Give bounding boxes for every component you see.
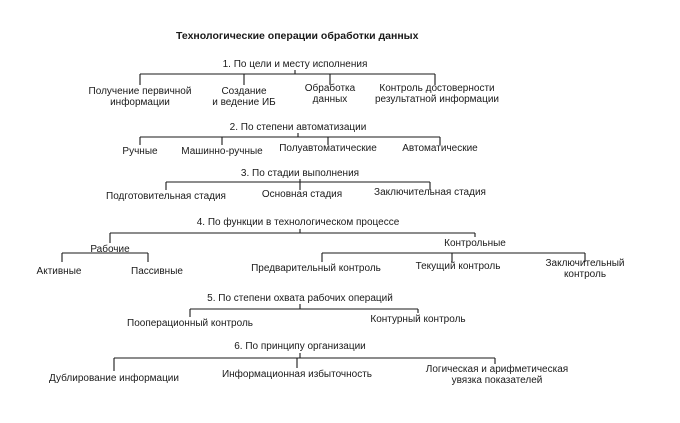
group-1-heading: 1. По цели и месту исполнения	[222, 59, 368, 70]
diagram-title: Технологические операции обработки данных	[176, 30, 419, 42]
group-2-heading: 2. По степени автоматизации	[229, 122, 367, 133]
group-1-item-4: Контроль достоверности результатной информации	[374, 83, 500, 105]
group-3-heading: 3. По стадии выполнения	[240, 168, 360, 179]
group-4-item-final-control: Заключительный контроль	[545, 258, 625, 280]
group-3-item-1: Подготовительная стадия	[106, 191, 226, 202]
group-6-item-3: Логическая и арифметическая увязка показателей	[425, 364, 569, 386]
group-2-item-3: Полуавтоматические	[279, 143, 377, 154]
group-1-item-1: Получение первичной информации	[88, 86, 192, 108]
group-6-item-1: Дублирование информации	[49, 373, 179, 384]
group-6-item-2: Информационная избыточность	[221, 369, 373, 380]
group-3-item-2: Основная стадия	[261, 189, 343, 200]
group-5-item-1: Пооперационный контроль	[127, 318, 253, 329]
group-4-item-passive: Пассивные	[131, 266, 183, 277]
group-1-item-3: Обработка данных	[304, 83, 356, 105]
group-2-item-1: Ручные	[122, 146, 158, 157]
subgroup-working-label: Рабочие	[90, 244, 130, 255]
group-1-item-2: Создание и ведение ИБ	[212, 86, 276, 108]
group-6-heading: 6. По принципу организации	[234, 341, 366, 352]
group-4-item-active: Активные	[36, 266, 82, 277]
group-2-item-2: Машинно-ручные	[181, 146, 263, 157]
group-3-item-3: Заключительная стадия	[374, 187, 486, 198]
group-4-item-preliminary-control: Предварительный контроль	[251, 263, 381, 274]
group-5-item-2: Контурный контроль	[370, 314, 466, 325]
group-4-heading: 4. По функции в технологическом процессе	[196, 217, 400, 228]
group-4-item-current-control: Текущий контроль	[415, 261, 501, 272]
group-2-item-4: Автоматические	[402, 143, 478, 154]
subgroup-control-label: Контрольные	[444, 238, 506, 249]
group-5-heading: 5. По степени охвата рабочих операций	[207, 293, 393, 304]
